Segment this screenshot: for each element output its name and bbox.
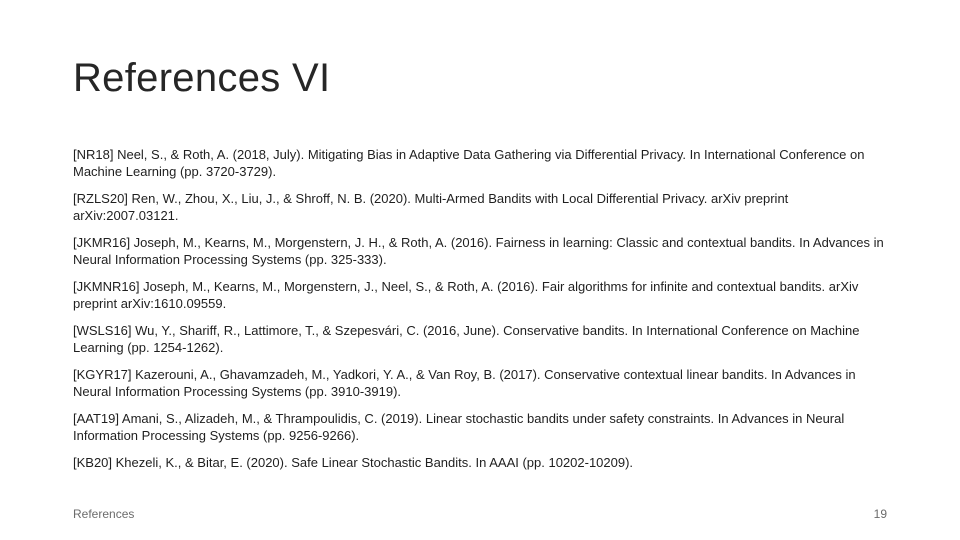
reference-item: [WSLS16] Wu, Y., Shariff, R., Lattimore, T., & Szepesvári, C. (2016, June). Conservative bandits. In International Conference on Machine Learning (pp. 1254-1262). <box>73 323 860 355</box>
reference-item: [RZLS20] Ren, W., Zhou, X., Liu, J., & Shroff, N. B. (2020). Multi-Armed Bandits with Local Differential Privacy. arXiv preprint arXiv:2007.03121. <box>73 191 789 223</box>
reference-item: [NR18] Neel, S., & Roth, A. (2018, July). Mitigating Bias in Adaptive Data Gathering via Differential Privacy. In International Conference on Machine Learning (pp. 3720-3729). <box>73 147 865 179</box>
reference-item: [KB20] Khezeli, K., & Bitar, E. (2020). Safe Linear Stochastic Bandits. In AAAI (pp. 10202-10209). <box>73 455 634 470</box>
reference-item: [AAT19] Amani, S., Alizadeh, M., & Thrampoulidis, C. (2019). Linear stochastic bandits under safety constraints. In Advances in Neural Information Processing Systems (pp. 9256-9266). <box>73 411 845 443</box>
slide-title: References VI <box>73 56 331 100</box>
reference-item: [JKMNR16] Joseph, M., Kearns, M., Morgenstern, J., Neel, S., & Roth, A. (2016). Fair algorithms for infinite and contextual bandits. arXiv preprint arXiv:1610.09559. <box>73 279 859 311</box>
page-number: 19 <box>873 507 887 521</box>
footer-label: References <box>73 507 135 521</box>
reference-list <box>73 146 893 481</box>
reference-item: [JKMR16] Joseph, M., Kearns, M., Morgenstern, J. H., & Roth, A. (2016). Fairness in learning: Classic and contextual bandits. In Advances in Neural Information Processing Systems (pp. 325-333). <box>73 235 884 267</box>
reference-item: [KGYR17] Kazerouni, A., Ghavamzadeh, M., Yadkori, Y. A., & Van Roy, B. (2017). Conservative contextual linear bandits. In Advances in Neural Information Processing Systems (pp. 3910-3919). <box>73 367 856 399</box>
